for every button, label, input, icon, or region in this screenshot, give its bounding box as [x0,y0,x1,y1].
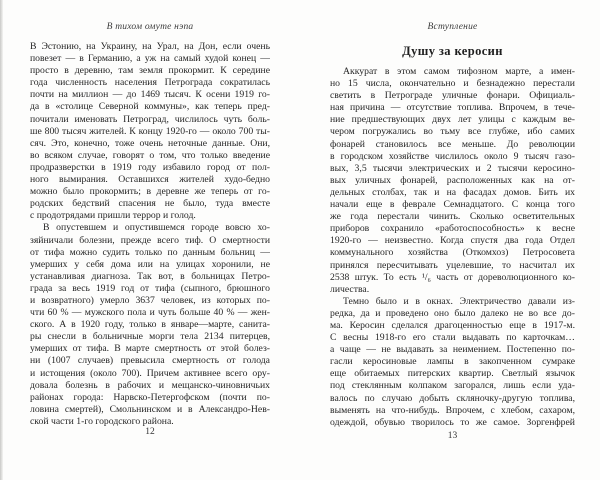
text-line: ского. А в 1920 году, только в январе—марте, санита- [30,319,270,331]
text-line: ни (1007 случаев) превысила смертность от голода [30,355,270,367]
text-line: родских бедствий спасения не было, туда вместе [30,198,270,210]
text-line: можно было прокормить; в деревне же теперь от го- [30,186,270,198]
paragraph [330,66,575,296]
text-line: принялся пересчитывать уцелевшие, то насчитал их [330,259,575,271]
text-line: ры снесли в больничные морги тела 2134 питерцев, [30,331,270,343]
text-line: выменять на что-нибудь. Впрочем, с хлебом, сахаром, [330,404,575,416]
text-line: сяч. Это, конечно, тоже очень неточные данные. Они, [30,137,270,149]
text-line: года численность населения Петрограда сократилась [30,77,270,89]
paragraph [30,41,270,222]
text-line: начали еще в феврале Семнадцатого. С конца того [330,199,575,211]
page-number-left: 12 [145,427,155,437]
text-line: 1920-го — неизвестно. Когда спустя два года Отдел [330,235,575,247]
text-line: гасли керосиновые лампы в закопченном сумраке [330,356,575,368]
text-line: ная причина — отсутствие топлива. Впрочем, в тече- [330,102,575,114]
text-line: зяйничали болезни, прежде всего тиф. О смертности [30,234,270,246]
text-line: умерших у себя дома или на улицах хоронили, не [30,258,270,270]
text-line: от тифа можно судить только по данным больниц — [30,246,270,258]
text-line: почти на миллион — до 1469 тысяч. К осени 1919 го- [30,89,270,101]
text-line: устанавливая диагноза. Так вот, в больницах Петро- [30,270,270,282]
paragraph [330,296,575,429]
text-line: в городском хозяйстве числилось около 9 тысяч газо- [330,150,575,162]
text-line: валось по случаю добыть скляночку-другую топлива, [330,392,575,404]
text-line: под стеклянным колпаком загорался, лишь если уда- [330,380,575,392]
text-line: В Эстонию, на Украину, на Урал, на Дон, если очень [30,41,270,52]
text-line: почитали именовать Петроград, числилось чуть боль- [30,113,270,125]
text-line: С весны 1918-го его стали выдавать по карточкам… [330,332,575,344]
text-line: чером погружались во тьму все глубже, ибо самих [330,126,575,138]
text-line: одеждой, обувью творилось то же самое. Зоргенфрей [330,416,575,428]
text-line: Темно было и в окнах. Электричество давали из- [343,295,575,307]
text-line: вых, 3,5 тысячи электрических и 2 тысячи керосино- [330,162,575,174]
text-line: вых уличных фонарей, расположенных как на от- [330,174,575,186]
text-line: но 15 числа, окончательно и безнадежно перестали [330,78,575,90]
text-line: ловина смертей), Смольнинском и в Александро-Нев- [30,403,270,415]
text-line: личества. [330,283,370,295]
text-line: ного вымирания. Оставшихся жителей худо-бедно [30,174,270,186]
running-header-left: В тихом омуте нэпа [106,22,194,32]
text-line: да в «столице Северной коммуны», как теперь пред- [30,101,270,113]
text-line: ской части 1-го городского района. [30,415,174,427]
text-line: просто в деревню, там земля прокормит. К середине [30,65,270,77]
paragraph [30,222,270,428]
text-line: продразверстки в 1919 году избавило город от пол- [30,161,270,173]
text-line: ние предшествующих двух лет улицы с каждым ве- [330,114,575,126]
text-line: умерших от тифа. В марте смертность от этой болез- [30,343,270,355]
text-line: дельных столбах, так и на фасадах домов. Бить их [330,186,575,198]
section-title: Душу за керосин [402,44,503,58]
running-header-right: Вступление [427,22,478,32]
text-line: повезет — в Германию, а уж на самый худой конец — [30,53,270,65]
left-page-text-block [30,41,270,428]
text-line: еще обитаемых питерских квартир. Светлый язычок [330,368,575,380]
text-line: и возвратного) умерло 3637 человек, из которых по- [30,294,270,306]
right-page-text-block [330,66,575,429]
text-line: довала болезнь в рабочих и мещанско-чиновничьих [30,379,270,391]
text-line: светить в Петрограде уличные фонари. Официаль- [330,90,575,102]
text-line: В опустевшем и опустившемся городе вовсю хо- [43,222,270,234]
text-line: а чаще — не выдавать за неимением. Постепенно по- [330,344,575,356]
page-edge-shadow [0,0,3,480]
text-line: районах города: Нарвско-Петергофском (почти по- [30,391,270,403]
text-line: града за весь 1919 год от тифа (сыпного, брюшного [30,282,270,294]
text-line: ше 800 тысяч жителей. К концу 1920-го — около 700 ты- [30,125,270,137]
text-line: и истощения (около 700). Причем активнее всего ору- [30,367,270,379]
text-line: Аккурат в этом самом тифозном марте, а имен- [343,66,575,77]
text-line: 2538 штук. То есть ¹/₆ часть от дореволюционного ко- [330,271,575,283]
page-number-right: 13 [447,431,458,441]
text-line: во всяком случае, говорят о том, что только введение [30,149,270,161]
text-line: фонарей становилось все меньше. До революции [330,138,575,150]
text-line: чти 60 % — мужского пола и чуть больше 40 % — жен- [30,307,270,319]
text-line: ма. Керосин сделался драгоценностью еще в 1917-м. [330,319,575,331]
text-line: приборов сохранило «работоспособность» к весне [330,223,575,235]
text-line: с продотрядами пришли террор и голод. [30,210,196,222]
text-line: коммунального хозяйства (Откомхоз) Петросовета [330,247,575,259]
text-line: же года перестали чинить. Сколько осветительных [330,211,575,223]
text-line: редка, да и проведено оно было далеко не во все до- [330,307,575,319]
